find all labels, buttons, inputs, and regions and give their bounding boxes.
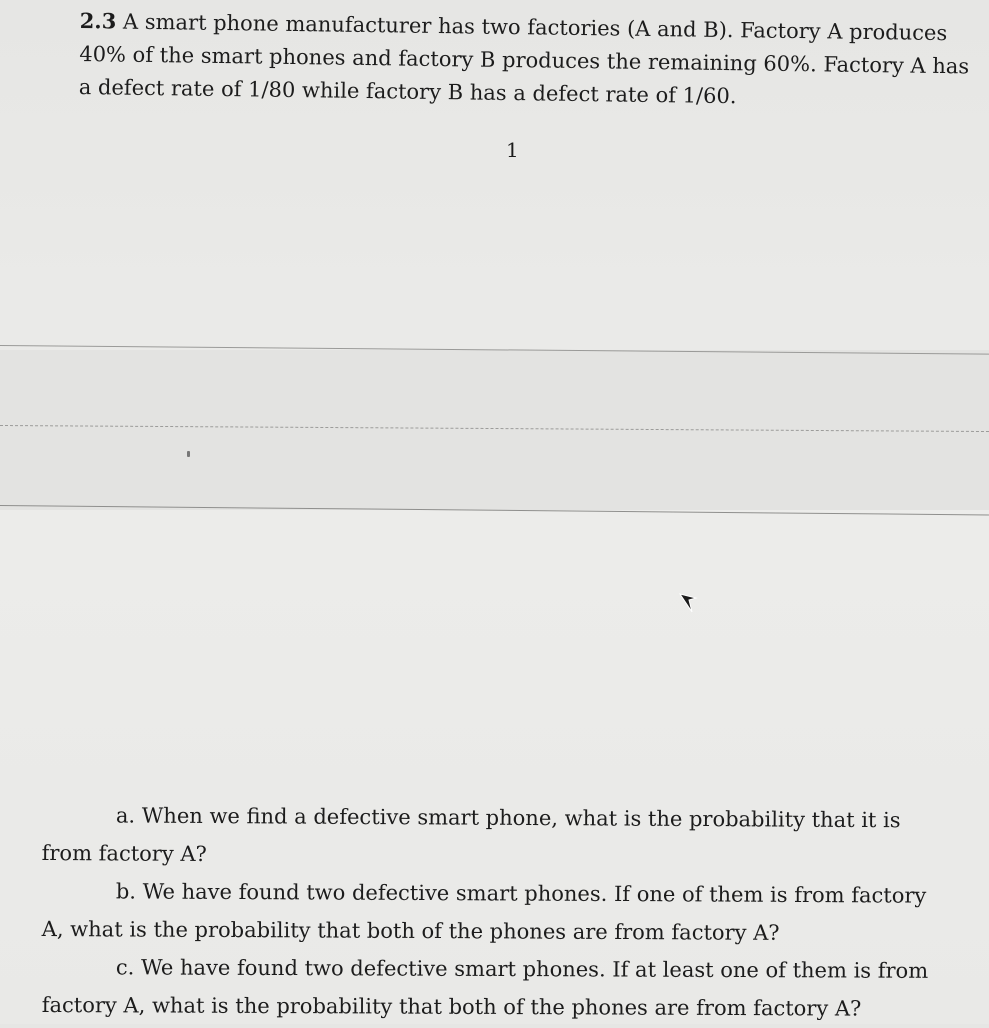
- question-a-line-2: from factory A?: [41, 840, 207, 867]
- problem-line-2: 40% of the smart phones and factory B produces the remaining 60%. Factory A has: [79, 41, 970, 79]
- question-b: [42, 872, 958, 953]
- problem-line-3: a defect rate of 1/80 while factory B has a defect rate of 1/60.: [78, 74, 737, 109]
- question-c-line-1: c. We have found two defective smart phones. If at least one of them is from: [115, 955, 929, 983]
- question-c-line-2: factory A, what is the probability that both of the phones are from factory A?: [41, 992, 862, 1021]
- question-list: [42, 796, 958, 1024]
- problem-line-1: 2.3 A smart phone manufacturer has two factories (A and B). Factory A produces: [79, 7, 948, 46]
- question-b-line-2: A, what is the probability that both of the phones are from factory A?: [41, 916, 780, 945]
- problem-statement: [78, 4, 970, 116]
- question-a: [42, 796, 958, 878]
- speck-mark: [187, 451, 190, 457]
- mouse-pointer-icon: [676, 590, 698, 616]
- page-number: 1: [506, 138, 519, 162]
- problem-number: 2.3: [79, 7, 117, 34]
- question-b-line-1: b. We have found two defective smart phones. If one of them is from factory: [115, 879, 927, 908]
- question-a-line-1: a. When we find a defective smart phone, what is the probability that it is: [115, 803, 901, 833]
- question-c: [42, 948, 958, 1028]
